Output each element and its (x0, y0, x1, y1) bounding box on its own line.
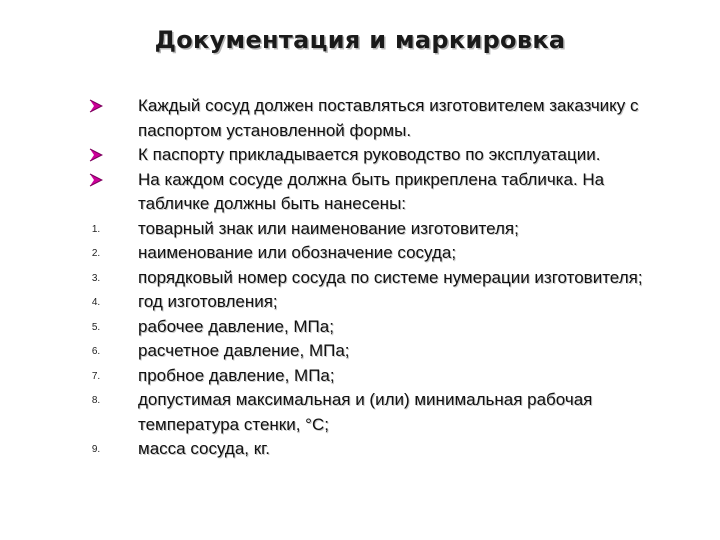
numbered-item (0, 364, 720, 389)
item-text: товарный знак или наименование изготовителя; (138, 218, 519, 238)
item-number: 1. (91, 223, 101, 235)
arrow-bullet-icon (86, 94, 106, 119)
bullet-text: К паспорту прикладывается руководство по эксплуатации. (138, 145, 601, 164)
numbered-item (0, 388, 720, 437)
arrow-bullet-icon (86, 143, 106, 168)
item-number: 8. (91, 395, 101, 406)
item-text: наименование или обозначение сосуда; (138, 243, 457, 262)
numbered-item (0, 437, 720, 462)
item-text: расчетное давление, МПа; (138, 341, 350, 360)
numbered-item (0, 241, 720, 266)
slide-title: Документация и маркировка (154, 26, 566, 54)
numbered-item (0, 217, 720, 242)
arrow-bullet-icon (89, 173, 103, 187)
arrow-bullet-icon (86, 168, 106, 193)
item-text: рабочее давление, МПа; (138, 316, 334, 336)
item-text: допустимая максимальная и (или) минимальная рабочая температура стенки, °С; (138, 390, 593, 434)
item-number: 5. (91, 321, 101, 333)
item-text: пробное давление, МПа; (138, 365, 335, 385)
bullet-text: На каждом сосуде должна быть прикреплена табличка. На табличке должны быть нанесены: (138, 169, 605, 213)
numbered-item (0, 339, 720, 364)
numbered-item (0, 315, 720, 340)
arrow-bullet-icon (89, 148, 103, 162)
bullet-text: Каждый сосуд должен поставляться изготовителем заказчику с паспортом установленной формы. (138, 96, 639, 140)
item-text: год изготовления; (138, 292, 278, 311)
content-list (0, 94, 720, 462)
bullet-item (0, 94, 720, 143)
item-text: масса сосуда, кг. (138, 439, 271, 458)
item-number: 7. (91, 370, 101, 382)
arrow-bullet-icon (89, 99, 103, 113)
bullet-item (0, 143, 720, 168)
item-number: 6. (91, 346, 101, 357)
item-number: 3. (91, 272, 101, 284)
item-number: 9. (91, 444, 101, 455)
numbered-item (0, 266, 720, 291)
item-text: порядковый номер сосуда по системе нумерации изготовителя; (138, 267, 643, 287)
item-number: 4. (91, 297, 101, 308)
item-number: 2. (91, 248, 101, 259)
bullet-item (0, 168, 720, 217)
numbered-item (0, 290, 720, 315)
